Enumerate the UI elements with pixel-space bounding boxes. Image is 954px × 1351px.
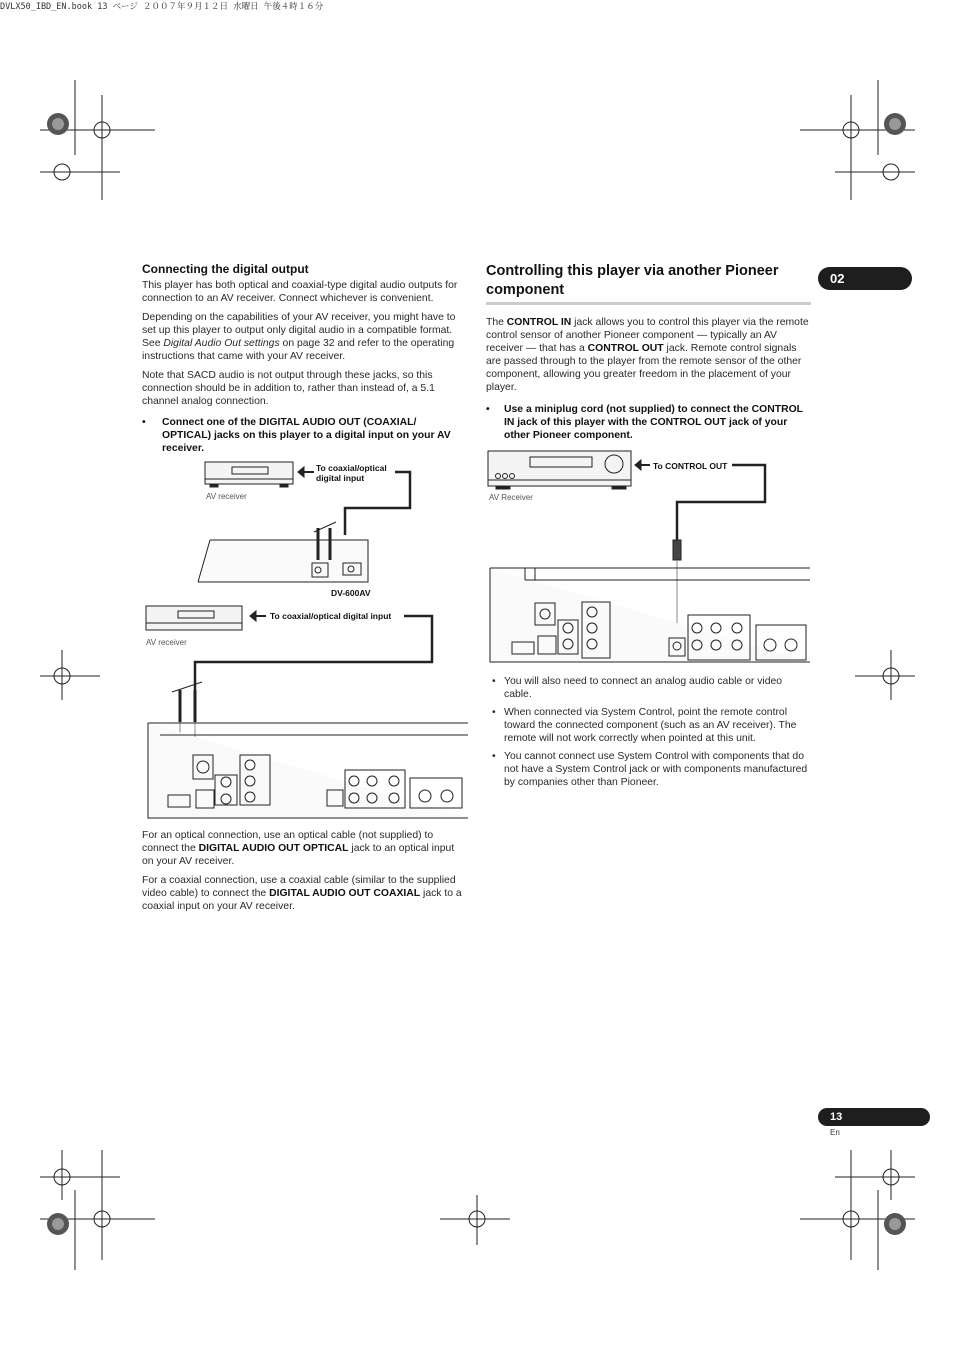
figure-3 (488, 451, 810, 662)
list-item: • You will also need to connect an analog audio cable or video cable. (486, 675, 811, 701)
figure-2 (146, 606, 468, 818)
paragraph: This player has both optical and coaxial-type digital audio outputs for connection to an AV receiver. Connect whichever is convenient. (142, 280, 458, 304)
section-heading-system-control: Controlling this player via another Pioneer component (486, 262, 811, 305)
figure-1-callout: To coaxial/optical digital input (316, 463, 387, 483)
figure-2-callout: To coaxial/optical digital input (270, 611, 392, 621)
list-item: • You cannot connect use System Control with components that do not have a System Control jack or with components manufactured by companies other than Pioneer. (486, 750, 811, 789)
right-column (486, 262, 811, 442)
notes-list (486, 675, 811, 789)
paragraph: For an optical connection, use an optical cable (not supplied) to connect the DIGITAL AUDIO OUT OPTICAL jack to an optical input on your AV receiver. (142, 830, 455, 867)
section-heading-digital-output: Connecting the digital output (142, 262, 309, 276)
page-number: 13 (818, 1108, 930, 1126)
book-header-line: DVLX50_IBD_EN.book 13 ページ ２００７年９月１２日 水曜日 午後４時１６分 (0, 2, 324, 12)
paragraph: For a coaxial connection, use a coaxial cable (similar to the supplied video cable) to connect the DIGITAL AUDIO OUT COAXIAL jack to a coaxial input on your AV receiver. (142, 875, 462, 912)
left-column-lower (142, 829, 468, 919)
figure-3-receiver-label: AV Receiver (489, 493, 533, 502)
step-instruction: • Use a miniplug cord (not supplied) to connect the CONTROL IN jack of this player with the CONTROL OUT jack of your other Pioneer component. (486, 404, 803, 441)
chapter-tab: 02 (818, 267, 912, 290)
step-instruction: • Connect one of the DIGITAL AUDIO OUT (COAXIAL/ OPTICAL) jacks on this player to a digital input on your AV receiver. (142, 417, 451, 454)
list-item: • When connected via System Control, point the remote control toward the connected component (such as an AV receiver). The remote will not work correctly when pointed at this unit. (486, 706, 811, 745)
figure-1-receiver-label: AV receiver (206, 492, 247, 501)
figure-2-receiver-label: AV receiver (146, 638, 187, 647)
right-column-notes (486, 675, 811, 794)
figure-3-callout: To CONTROL OUT (653, 461, 728, 471)
left-column (142, 263, 468, 455)
paragraph: Depending on the capabilities of your AV receiver, you might have to set up this player to output only digital audio in a compatible format. See Digital Audio Out settings on page 32 and refer to the operating instructions that came with your AV receiver. (142, 312, 456, 362)
figure-1-model-label: DV-600AV (331, 588, 371, 598)
paragraph: The CONTROL IN jack allows you to control this player via the remote control sensor of another Pioneer component — typically an AV receiver — that has a CONTROL OUT jack. Remote control signals are passed through to the player from the remote sensor of the other component, allowing you greater freedom in the placement of your player. (486, 317, 809, 393)
paragraph: Note that SACD audio is not output through these jacks, so this connection should be in addition to, rather than instead of, a 5.1 channel analog connection. (142, 370, 435, 407)
language-label: En (830, 1128, 840, 1137)
